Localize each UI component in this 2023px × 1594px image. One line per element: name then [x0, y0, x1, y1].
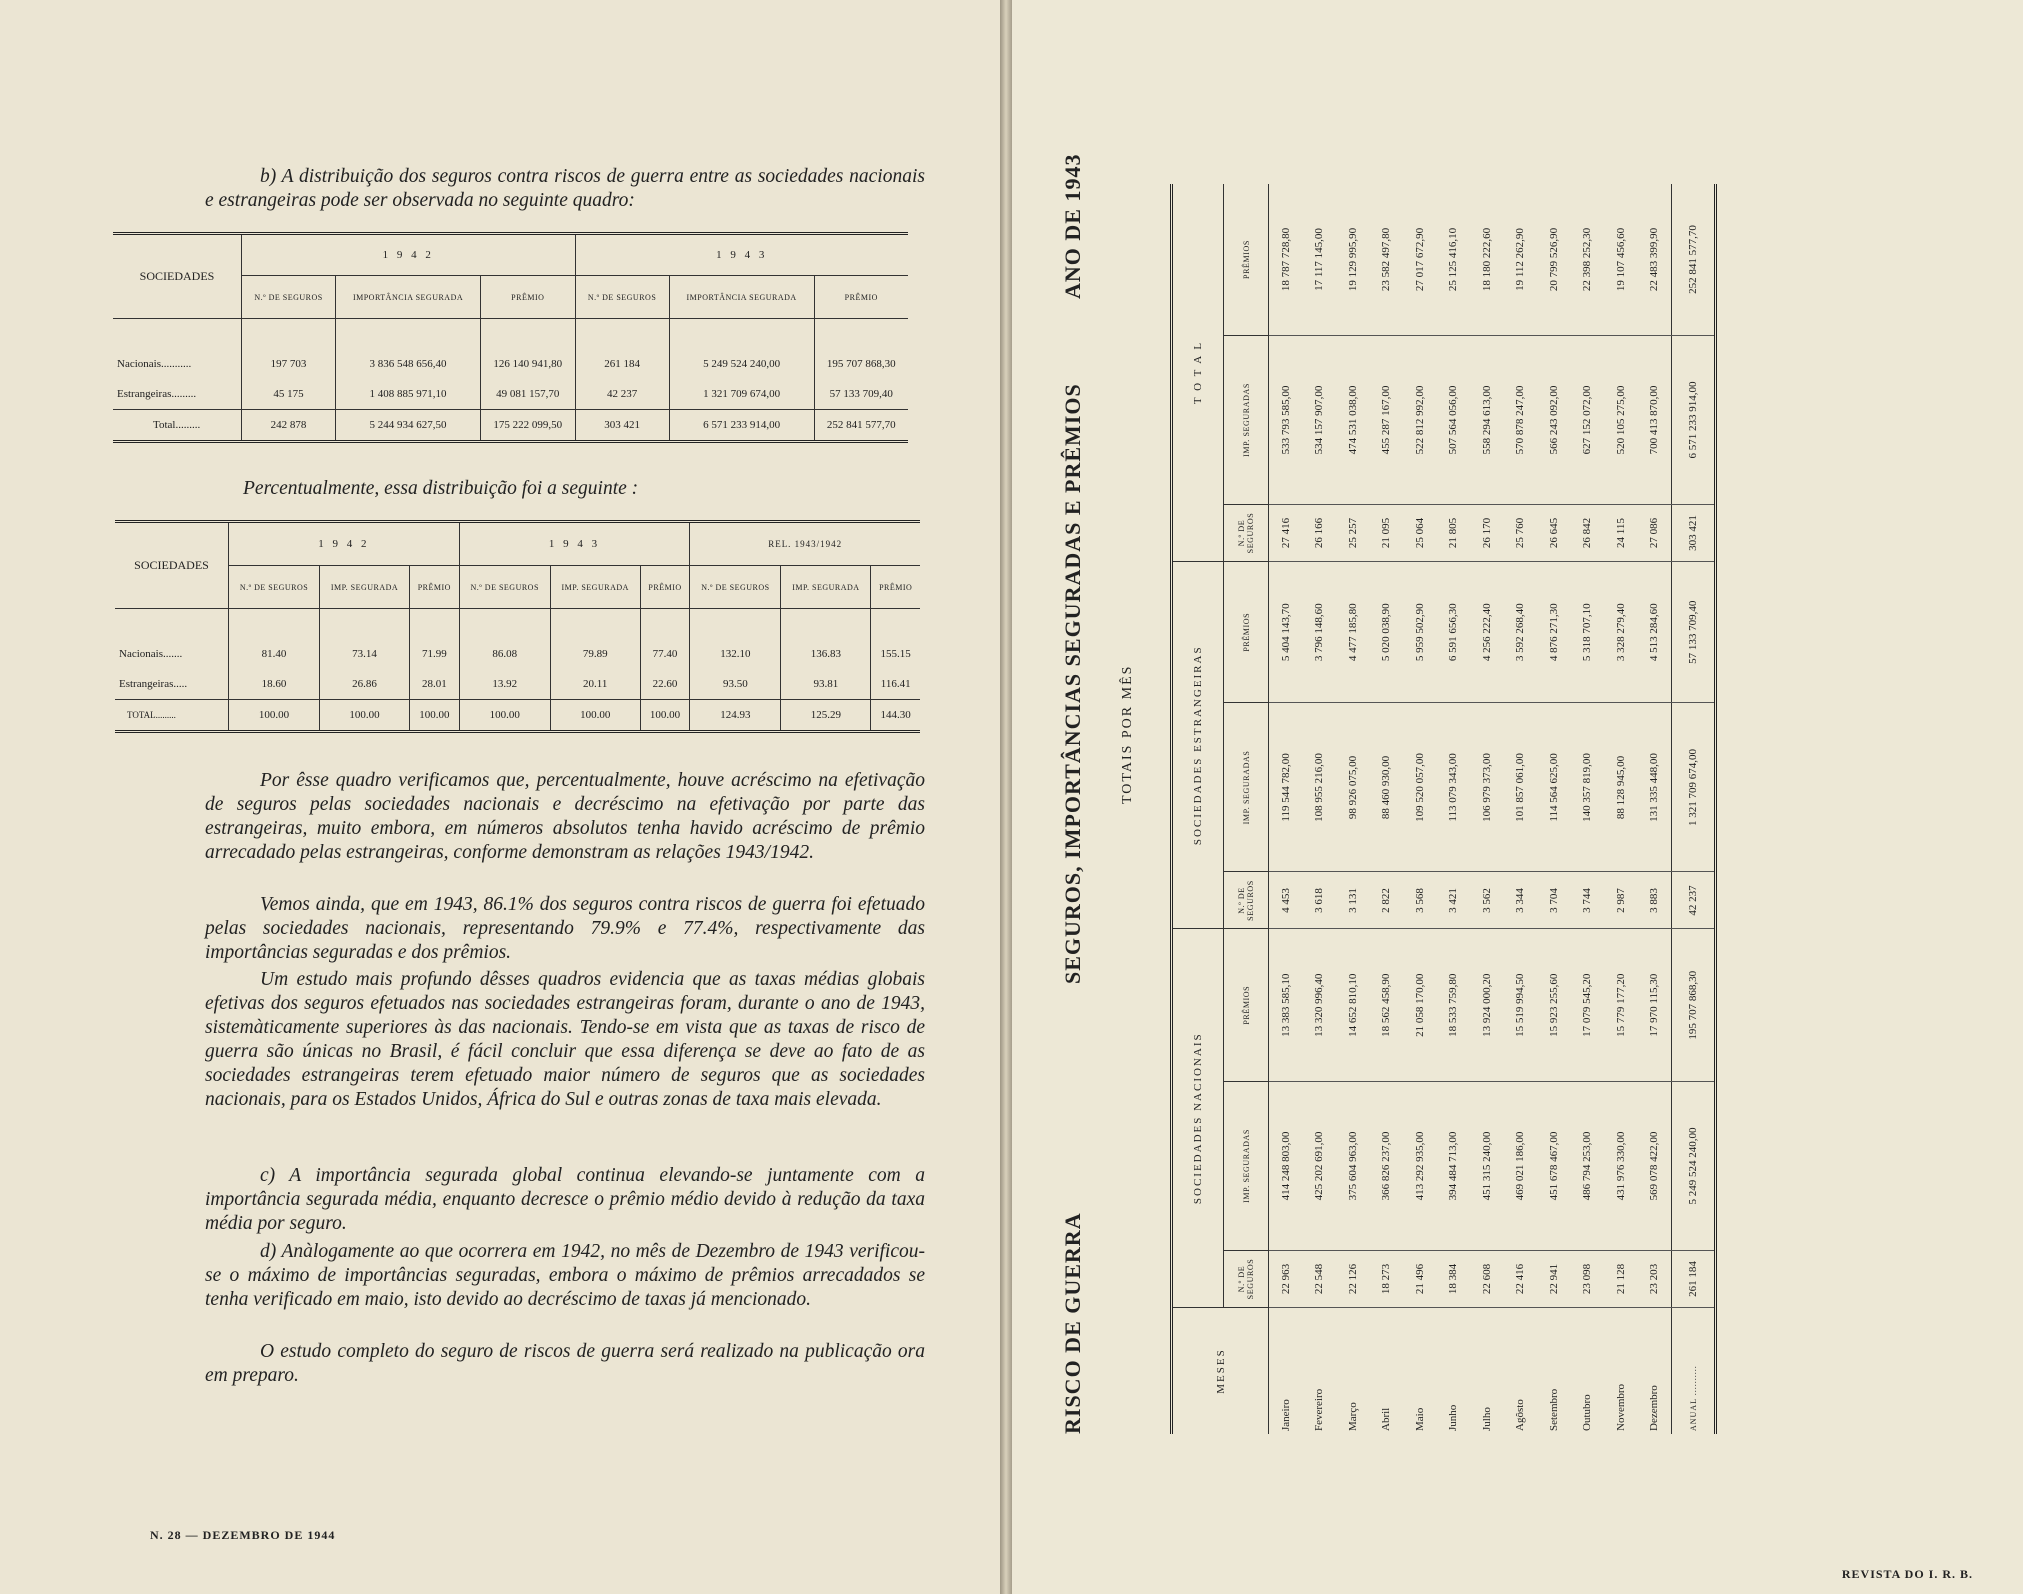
table-cell: 24 115 — [1604, 505, 1638, 562]
table-cell: 6 571 233 914,00 — [669, 410, 814, 442]
table-cell: 81.40 — [229, 639, 320, 669]
table-cell: 15 779 177,20 — [1604, 929, 1638, 1081]
table-row — [115, 669, 920, 700]
table-cell: 100.00 — [409, 700, 459, 732]
subheader-imp: IMP. SEGURADA — [550, 566, 640, 609]
table-cell: 4 453 — [1269, 872, 1303, 929]
column-header-1943: 1 9 4 3 — [575, 234, 908, 276]
table-cell: 28.01 — [409, 669, 459, 700]
table-cell: 566 243 092,00 — [1537, 335, 1571, 504]
body-paragraph-4: c) A importância segurada global continua elevando-se juntamente com a importância segurada média, enquanto decresce o prêmio médio devido à redução da taxa média por seguro. — [205, 1165, 925, 1234]
table-cell: 3 836 548 656,40 — [336, 349, 481, 379]
subheader-seguros: N.º DE SEGUROS — [229, 566, 320, 609]
title-seguros: SEGUROS, IMPORTÂNCIAS SEGURADAS E PRÊMIOS — [1060, 383, 1085, 984]
monthly-totals-table — [1170, 184, 1717, 1434]
row-label: Nacionais....... — [119, 648, 183, 660]
table-cell: 100.00 — [640, 700, 690, 732]
table-cell: 2 987 — [1604, 872, 1638, 929]
table-cell: 22 548 — [1303, 1251, 1337, 1308]
table-cell: 19 112 262,90 — [1504, 184, 1538, 335]
table-cell: 451 315 240,00 — [1470, 1081, 1504, 1250]
subheader-premio: PRÊMIO — [871, 566, 920, 609]
table-cell: 125.29 — [781, 700, 871, 732]
subheader-imp: IMP. SEGURADA — [781, 566, 871, 609]
table-cell: 18 273 — [1370, 1251, 1404, 1308]
table-row — [1470, 184, 1504, 1434]
subheader-seguros: N.º DE SEGUROS — [690, 566, 781, 609]
page-footer-right: REVISTA DO I. R. B. — [1841, 1567, 1973, 1581]
table-cell: 155.15 — [871, 639, 920, 669]
table-cell: 20.11 — [550, 669, 640, 700]
table-cell: 26.86 — [320, 669, 410, 700]
table-cell: 23 098 — [1571, 1251, 1605, 1308]
column-header-1942: 1 9 4 2 — [229, 522, 460, 566]
table-cell: 1 321 709 674,00 — [669, 379, 814, 410]
table-cell: 26 645 — [1537, 505, 1571, 562]
table-cell: 132.10 — [690, 639, 781, 669]
table-cell: 116.41 — [871, 669, 920, 700]
table-cell: 3 344 — [1504, 872, 1538, 929]
table-cell: 22.60 — [640, 669, 690, 700]
table-row — [1437, 184, 1471, 1434]
table-cell: 5 249 524 240,00 — [669, 349, 814, 379]
table-cell: 4 876 271,30 — [1537, 562, 1571, 703]
table-cell: 13 320 996,40 — [1303, 929, 1337, 1081]
body-paragraph-2: Vemos ainda, que em 1943, 86.1% dos seguros contra riscos de guerra foi efetuado pelas sociedades nacionais, representando 79.9% e 77.4%, respectivamente das importâncias seguradas e dos prêmios. — [205, 894, 925, 963]
table-cell: 3 704 — [1537, 872, 1571, 929]
column-header-sociedades: SOCIEDADES — [113, 234, 242, 319]
table-cell: 100.00 — [550, 700, 640, 732]
column-header-1942: 1 9 4 2 — [242, 234, 576, 276]
row-label: Estrangeiras..... — [119, 678, 188, 690]
table-cell: 114 564 625,00 — [1537, 703, 1571, 872]
table-row — [1571, 184, 1605, 1434]
table-cell: 22 963 — [1269, 1251, 1303, 1308]
subheader-seguros: N.º DE SEGUROS — [1224, 505, 1269, 562]
table-cell: 18 562 458,90 — [1370, 929, 1404, 1081]
table-cell: 108 955 216,00 — [1303, 703, 1337, 872]
table-cell: 22 398 252,30 — [1571, 184, 1605, 335]
table-cell: 49 081 157,70 — [481, 379, 576, 410]
month-label: Julho — [1480, 1407, 1493, 1431]
table-cell: 431 976 330,00 — [1604, 1081, 1638, 1250]
table-cell: 3 744 — [1571, 872, 1605, 929]
distribution-table-percent — [115, 520, 920, 733]
table-cell: 414 248 803,00 — [1269, 1081, 1303, 1250]
subheader-imp: IMP. SEGURADAS — [1224, 1081, 1269, 1250]
table-cell: 26 170 — [1470, 505, 1504, 562]
table-cell: 13 924 000,20 — [1470, 929, 1504, 1081]
row-label: Total......... — [113, 410, 242, 442]
table-cell: 5 404 143,70 — [1269, 562, 1303, 703]
table-cell: 21 496 — [1403, 1251, 1437, 1308]
table-cell: 25 760 — [1504, 505, 1538, 562]
table-cell: 144.30 — [871, 700, 920, 732]
table-cell: 570 878 247,00 — [1504, 335, 1538, 504]
table-cell: 140 357 819,00 — [1571, 703, 1605, 872]
table-cell: 5 959 502,90 — [1403, 562, 1437, 703]
table-cell: 21 095 — [1370, 505, 1404, 562]
table-cell: 394 484 713,00 — [1437, 1081, 1471, 1250]
subheader-importancia: IMPORTÂNCIA SEGURADA — [669, 276, 814, 319]
subheader-premio: PRÊMIO — [640, 566, 690, 609]
table-cell: 42 237 — [575, 379, 669, 410]
table-cell: 534 157 907,00 — [1303, 335, 1337, 504]
table-cell: 3 592 268,40 — [1504, 562, 1538, 703]
month-label: ANUAL .......... — [1672, 1308, 1716, 1435]
table-cell: 42 237 — [1672, 872, 1716, 929]
month-label: Janeiro — [1279, 1399, 1292, 1431]
subheader-importancia: IMPORTÂNCIA SEGURADA — [336, 276, 481, 319]
table-cell: 25 257 — [1336, 505, 1370, 562]
table-cell: 27 086 — [1638, 505, 1672, 562]
group-header-total: T O T A L — [1172, 184, 1224, 562]
table-cell: 5 020 038,90 — [1370, 562, 1404, 703]
table-row — [115, 639, 920, 669]
table-cell: 101 857 061,00 — [1504, 703, 1538, 872]
subheader-premio: PRÊMIO — [481, 276, 576, 319]
table-cell: 3 796 148,60 — [1303, 562, 1337, 703]
table-cell: 100.00 — [229, 700, 320, 732]
table-row-total — [115, 700, 920, 732]
table-cell: 425 202 691,00 — [1303, 1081, 1337, 1250]
percent-heading: Percentualmente, essa distribuição foi a seguinte : — [243, 478, 639, 499]
subheader-premio: PRÊMIO — [409, 566, 459, 609]
table-cell: 20 799 526,90 — [1537, 184, 1571, 335]
subheader-imp: IMP. SEGURADAS — [1224, 335, 1269, 504]
book-gutter — [1000, 0, 1012, 1594]
group-header-estrangeiras: SOCIEDADES ESTRANGEIRAS — [1172, 562, 1224, 929]
row-label: Estrangeiras......... — [117, 388, 197, 400]
table-cell: 73.14 — [320, 639, 410, 669]
table-cell: 15 519 994,50 — [1504, 929, 1538, 1081]
table-cell: 21 128 — [1604, 1251, 1638, 1308]
table-row-total — [113, 410, 908, 442]
subheader-seguros: N.º DE SEGUROS — [242, 276, 336, 319]
body-paragraph-6: O estudo completo do seguro de riscos de guerra será realizado na publicação ora em preparo. — [205, 1341, 925, 1386]
table-cell: 700 413 870,00 — [1638, 335, 1672, 504]
table-cell: 3 568 — [1403, 872, 1437, 929]
table-cell: 4 513 284,60 — [1638, 562, 1672, 703]
table-cell: 469 021 186,00 — [1504, 1081, 1538, 1250]
table-cell: 1 408 885 971,10 — [336, 379, 481, 410]
distribution-table-absolute — [113, 232, 908, 443]
subheader-premios: PRÊMIOS — [1224, 929, 1269, 1081]
table-cell: 303 421 — [575, 410, 669, 442]
table-cell: 2 822 — [1370, 872, 1404, 929]
table-cell: 79.89 — [550, 639, 640, 669]
subheader-premios: PRÊMIOS — [1224, 562, 1269, 703]
table-cell: 375 604 963,00 — [1336, 1081, 1370, 1250]
table-cell: 88 128 945,00 — [1604, 703, 1638, 872]
month-label: Março — [1346, 1402, 1359, 1431]
table-cell: 25 125 416,10 — [1437, 184, 1471, 335]
table-cell: 26 842 — [1571, 505, 1605, 562]
table-cell: 18 787 728,80 — [1269, 184, 1303, 335]
table-cell: 18 180 222,60 — [1470, 184, 1504, 335]
table-cell: 4 256 222,40 — [1470, 562, 1504, 703]
body-paragraph-3: Um estudo mais profundo dêsses quadros evidencia que as taxas médias globais efetivas dos seguros efetuados nas sociedades estrangeiras foram, durante o ano de 1943, sistemàticamente superiores às das nacionais. Tendo-se em vista que as taxas de risco de guerra são únicas no Brasil, é fácil concluir que essa diferença se deve ao fato de as sociedades estrangeiras terem efetuado maior número de seguros que as sociedades nacionais, para os Estados Unidos, África do Sul e outras zonas de taxa mais elevada. — [205, 969, 925, 1110]
table-cell: 520 105 275,00 — [1604, 335, 1638, 504]
table-cell: 86.08 — [459, 639, 550, 669]
subheader-seguros: N.º DE SEGUROS — [575, 276, 669, 319]
page-footer-left: N. 28 — DEZEMBRO DE 1944 — [150, 1528, 336, 1542]
table-cell: 303 421 — [1672, 505, 1716, 562]
month-label: Maio — [1413, 1407, 1426, 1431]
table-row — [1403, 184, 1437, 1434]
title-risco-de-guerra: RISCO DE GUERRA — [1060, 1212, 1085, 1434]
table-row — [1504, 184, 1538, 1434]
table-cell: 366 826 237,00 — [1370, 1081, 1404, 1250]
table-cell: 474 531 038,00 — [1336, 335, 1370, 504]
group-header-nacionais: SOCIEDADES NACIONAIS — [1172, 929, 1224, 1308]
table-cell: 19 129 995,90 — [1336, 184, 1370, 335]
table-cell: 45 175 — [242, 379, 336, 410]
month-label: Fevereiro — [1313, 1388, 1326, 1431]
table-cell: 197 703 — [242, 349, 336, 379]
table-cell: 13.92 — [459, 669, 550, 700]
column-header-1943: 1 9 4 3 — [459, 522, 690, 566]
month-label: Abril — [1380, 1407, 1393, 1431]
row-label: TOTAL......... — [115, 700, 229, 732]
table-cell: 109 520 057,00 — [1403, 703, 1437, 872]
subheader-seguros: N.º DE SEGUROS — [1224, 1251, 1269, 1308]
table-cell: 175 222 099,50 — [481, 410, 576, 442]
table-cell: 93.81 — [781, 669, 871, 700]
table-row — [1537, 184, 1571, 1434]
table-cell: 25 064 — [1403, 505, 1437, 562]
table-cell: 5 318 707,10 — [1571, 562, 1605, 703]
table-cell: 3 618 — [1303, 872, 1337, 929]
table-cell: 136.83 — [781, 639, 871, 669]
table-cell: 3 421 — [1437, 872, 1471, 929]
subheader-imp: IMP. SEGURADA — [320, 566, 410, 609]
body-paragraph-5: d) Anàlogamente ao que ocorrera em 1942, no mês de Dezembro de 1943 verificou-se o máximo de importâncias seguradas, embora o máximo de prêmios arrecadados se tenha verificado em maio, isto devido ao decréscimo de taxas já mencionado. — [205, 1241, 925, 1310]
table-cell: 455 287 167,00 — [1370, 335, 1404, 504]
table-cell: 57 133 709,40 — [814, 379, 908, 410]
table-cell: 15 923 255,60 — [1537, 929, 1571, 1081]
table-cell: 242 878 — [242, 410, 336, 442]
month-label: Dezembro — [1648, 1385, 1661, 1431]
table-cell: 77.40 — [640, 639, 690, 669]
table-cell: 1 321 709 674,00 — [1672, 703, 1716, 872]
month-label: Junho — [1447, 1404, 1460, 1431]
table-row — [113, 379, 908, 410]
table-cell: 533 793 585,00 — [1269, 335, 1303, 504]
table-cell: 22 941 — [1537, 1251, 1571, 1308]
table-cell: 5 244 934 627,50 — [336, 410, 481, 442]
table-row-annual — [1672, 184, 1716, 1434]
table-cell: 413 292 935,00 — [1403, 1081, 1437, 1250]
table-cell: 558 294 613,00 — [1470, 335, 1504, 504]
table-cell: 522 812 992,00 — [1403, 335, 1437, 504]
subtitle-totais: TOTAIS POR MÊS — [1120, 664, 1135, 804]
table-cell: 98 926 075,00 — [1336, 703, 1370, 872]
monthly-table-rotated — [1060, 153, 1960, 1434]
table-cell: 486 794 253,00 — [1571, 1081, 1605, 1250]
table-cell: 124.93 — [690, 700, 781, 732]
month-label: Novembro — [1614, 1383, 1627, 1431]
table-cell: 6 591 656,30 — [1437, 562, 1471, 703]
table-cell: 261 184 — [1672, 1251, 1716, 1308]
table-cell: 126 140 941,80 — [481, 349, 576, 379]
title-ano: ANO DE 1943 — [1060, 153, 1085, 299]
table-row — [1604, 184, 1638, 1434]
column-header-meses: MESES — [1172, 1308, 1269, 1435]
table-cell: 252 841 577,70 — [814, 410, 908, 442]
table-cell: 27 416 — [1269, 505, 1303, 562]
table-cell: 17 970 115,30 — [1638, 929, 1672, 1081]
table-cell: 23 582 497,80 — [1370, 184, 1404, 335]
table-cell: 19 107 456,60 — [1604, 184, 1638, 335]
table-cell: 22 483 399,90 — [1638, 184, 1672, 335]
table-cell: 100.00 — [320, 700, 410, 732]
table-cell: 23 203 — [1638, 1251, 1672, 1308]
table-cell: 195 707 868,30 — [814, 349, 908, 379]
table-cell: 71.99 — [409, 639, 459, 669]
table-cell: 252 841 577,70 — [1672, 184, 1716, 335]
table-row — [1370, 184, 1404, 1434]
table-cell: 507 564 056,00 — [1437, 335, 1471, 504]
month-label: Agôsto — [1514, 1399, 1527, 1431]
table-cell: 106 979 373,00 — [1470, 703, 1504, 872]
subheader-premio: PRÊMIO — [814, 276, 908, 319]
table-cell: 113 079 343,00 — [1437, 703, 1471, 872]
subheader-premios: PRÊMIOS — [1224, 184, 1269, 335]
column-header-rel: REL. 1943/1942 — [690, 522, 920, 566]
table-cell: 131 335 448,00 — [1638, 703, 1672, 872]
column-header-sociedades: SOCIEDADES — [115, 522, 229, 609]
table-cell: 22 416 — [1504, 1251, 1538, 1308]
table-cell: 13 383 585,10 — [1269, 929, 1303, 1081]
table-cell: 21 805 — [1437, 505, 1471, 562]
table-cell: 195 707 868,30 — [1672, 929, 1716, 1081]
month-label: Setembro — [1547, 1388, 1560, 1431]
month-label: Outubro — [1581, 1394, 1594, 1431]
table-row — [1638, 184, 1672, 1434]
left-page — [0, 0, 1000, 1594]
table-cell: 3 328 279,40 — [1604, 562, 1638, 703]
table-cell: 6 571 233 914,00 — [1672, 335, 1716, 504]
table-cell: 627 152 072,00 — [1571, 335, 1605, 504]
table-cell: 18 533 759,80 — [1437, 929, 1471, 1081]
table-cell: 17 117 145,00 — [1303, 184, 1337, 335]
table-cell: 26 166 — [1303, 505, 1337, 562]
table-cell: 93.50 — [690, 669, 781, 700]
table-cell: 21 058 170,00 — [1403, 929, 1437, 1081]
table-cell: 261 184 — [575, 349, 669, 379]
table-cell: 14 652 810,10 — [1336, 929, 1370, 1081]
table-cell: 100.00 — [459, 700, 550, 732]
table-row — [1269, 184, 1303, 1434]
intro-paragraph-b: b) A distribuição dos seguros contra riscos de guerra entre as sociedades nacionais e estrangeiras pode ser observada no seguinte quadro: — [205, 166, 925, 211]
row-label: Nacionais........... — [117, 358, 192, 370]
table-cell: 22 126 — [1336, 1251, 1370, 1308]
table-cell: 27 017 672,90 — [1403, 184, 1437, 335]
table-cell: 119 544 782,00 — [1269, 703, 1303, 872]
table-cell: 3 883 — [1638, 872, 1672, 929]
table-cell: 3 131 — [1336, 872, 1370, 929]
table-cell: 3 562 — [1470, 872, 1504, 929]
table-cell: 4 477 185,80 — [1336, 562, 1370, 703]
table-row — [1303, 184, 1337, 1434]
table-row — [1336, 184, 1370, 1434]
subheader-seguros: N.º DE SEGUROS — [1224, 872, 1269, 929]
table-cell: 5 249 524 240,00 — [1672, 1081, 1716, 1250]
table-cell: 17 079 545,20 — [1571, 929, 1605, 1081]
table-cell: 57 133 709,40 — [1672, 562, 1716, 703]
table-cell: 22 608 — [1470, 1251, 1504, 1308]
table-cell: 569 078 422,00 — [1638, 1081, 1672, 1250]
table-cell: 18.60 — [229, 669, 320, 700]
subheader-seguros: N.º DE SEGUROS — [459, 566, 550, 609]
table-cell: 451 678 467,00 — [1537, 1081, 1571, 1250]
table-cell: 18 384 — [1437, 1251, 1471, 1308]
subheader-imp: IMP. SEGURADAS — [1224, 703, 1269, 872]
table-row — [113, 349, 908, 379]
table-cell: 88 460 930,00 — [1370, 703, 1404, 872]
body-paragraph-1: Por êsse quadro verificamos que, percentualmente, houve acréscimo na efetivação de seguros pelas sociedades nacionais e decréscimo na efetivação por parte das estrangeiras, muito embora, em números absolutos tenha havido acréscimo de prêmio arrecadado pelas estrangeiras, conforme demonstram as relações 1943/1942. — [205, 770, 925, 863]
